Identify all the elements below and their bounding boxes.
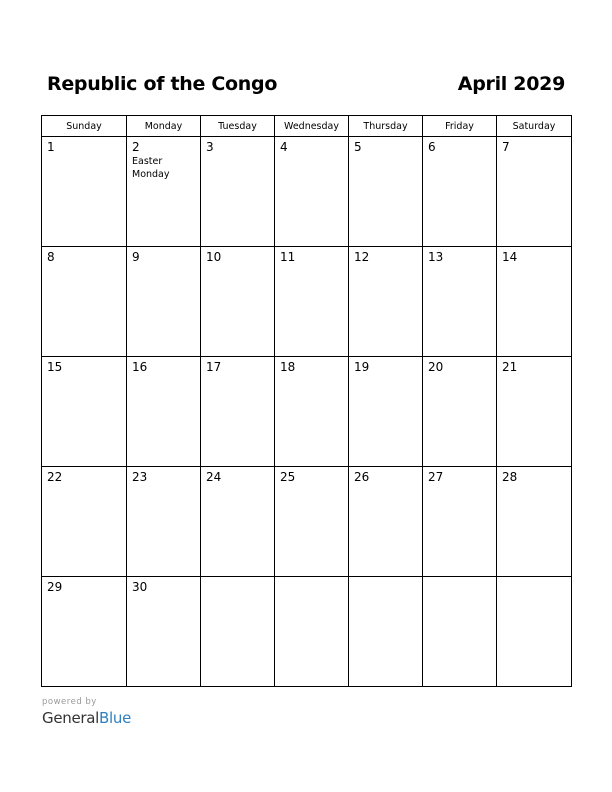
day-number: 9 [132, 250, 140, 264]
day-cell-content [349, 357, 422, 375]
day-cell [423, 357, 497, 467]
day-cell [349, 467, 423, 577]
day-number: 1 [47, 140, 55, 154]
day-cell [423, 247, 497, 357]
day-cell-content [201, 137, 274, 155]
day-number: 17 [206, 360, 222, 374]
week-row [42, 247, 572, 357]
day-number: 22 [47, 470, 63, 484]
day-cell-content [497, 137, 571, 155]
calendar-grid [41, 115, 572, 687]
day-cell [275, 577, 349, 687]
day-cell-content [201, 247, 274, 265]
holiday-label: Easter Monday [132, 156, 170, 180]
day-cell [497, 577, 572, 687]
day-cell [349, 357, 423, 467]
day-cell [42, 467, 127, 577]
day-cell [127, 577, 201, 687]
day-cell [201, 137, 275, 247]
weekday-header-saturday: Saturday [497, 116, 572, 137]
day-number: 6 [428, 140, 436, 154]
day-cell [201, 247, 275, 357]
day-cell-content [201, 357, 274, 375]
day-number: 12 [354, 250, 370, 264]
day-cell-content [349, 577, 422, 579]
day-cell-content [349, 247, 422, 265]
day-number: 24 [206, 470, 222, 484]
day-cell [423, 577, 497, 687]
day-cell-content [42, 467, 126, 485]
day-cell-content [423, 247, 496, 265]
day-cell [127, 137, 201, 247]
weekday-header-wednesday: Wednesday [275, 116, 349, 137]
day-cell [349, 247, 423, 357]
day-cell-content [275, 467, 348, 485]
day-cell-content [423, 137, 496, 155]
day-cell [349, 137, 423, 247]
day-cell-content [42, 137, 126, 155]
week-row [42, 467, 572, 577]
day-cell-content [201, 467, 274, 485]
day-cell-content [275, 577, 348, 579]
day-cell-content [423, 467, 496, 485]
day-cell-content [275, 137, 348, 155]
day-number: 25 [280, 470, 296, 484]
day-cell [423, 137, 497, 247]
day-number: 27 [428, 470, 444, 484]
day-number: 21 [502, 360, 518, 374]
day-cell-content [497, 467, 571, 485]
brand-general-text: General [42, 709, 100, 727]
day-cell-content [42, 357, 126, 375]
day-cell [42, 357, 127, 467]
day-cell-content [497, 577, 571, 579]
day-cell-content [127, 467, 200, 485]
weekday-header-thursday: Thursday [349, 116, 423, 137]
day-cell-content [497, 247, 571, 265]
day-number: 19 [354, 360, 370, 374]
day-cell-content [42, 577, 126, 595]
brand-blue-text: Blue [99, 709, 132, 727]
day-cell-content [127, 137, 200, 181]
day-number: 26 [354, 470, 370, 484]
day-cell-content [275, 247, 348, 265]
weekday-header-friday: Friday [423, 116, 497, 137]
day-cell [201, 357, 275, 467]
day-number: 5 [354, 140, 362, 154]
weekday-header-row [42, 116, 572, 137]
day-cell-content [349, 137, 422, 155]
day-cell [349, 577, 423, 687]
weekday-header-tuesday: Tuesday [201, 116, 275, 137]
powered-by-label: powered by [42, 697, 97, 707]
week-row [42, 137, 572, 247]
calendar-body [42, 137, 572, 687]
day-cell [497, 357, 572, 467]
day-cell [275, 467, 349, 577]
calendar-month-title: April 2029 [457, 73, 565, 95]
day-cell-content [423, 577, 496, 579]
day-cell-content [42, 247, 126, 265]
day-cell-content [201, 577, 274, 579]
day-cell [42, 577, 127, 687]
footer-branding [42, 697, 131, 727]
day-cell-content [127, 247, 200, 265]
weekday-header-sunday: Sunday [42, 116, 127, 137]
day-cell [275, 357, 349, 467]
day-cell [201, 467, 275, 577]
day-number: 8 [47, 250, 55, 264]
day-cell-content [127, 577, 200, 595]
day-number: 3 [206, 140, 214, 154]
day-number: 23 [132, 470, 148, 484]
day-cell [423, 467, 497, 577]
generalblue-logo[interactable] [42, 709, 131, 727]
week-row [42, 577, 572, 687]
day-number: 2 [132, 140, 140, 154]
day-number: 7 [502, 140, 510, 154]
day-number: 16 [132, 360, 148, 374]
day-cell [127, 467, 201, 577]
day-cell [201, 577, 275, 687]
day-number: 14 [502, 250, 518, 264]
day-cell [497, 247, 572, 357]
day-number: 10 [206, 250, 222, 264]
week-row [42, 357, 572, 467]
day-cell [497, 137, 572, 247]
day-cell [275, 247, 349, 357]
day-cell-content [349, 467, 422, 485]
weekday-header-monday: Monday [127, 116, 201, 137]
calendar-country-title: Republic of the Congo [47, 73, 278, 95]
day-number: 4 [280, 140, 288, 154]
day-number: 28 [502, 470, 518, 484]
day-cell-content [127, 357, 200, 375]
day-number: 18 [280, 360, 296, 374]
day-number: 20 [428, 360, 444, 374]
day-cell [127, 357, 201, 467]
day-number: 15 [47, 360, 63, 374]
day-number: 30 [132, 580, 148, 594]
day-cell [127, 247, 201, 357]
day-cell-content [423, 357, 496, 375]
day-number: 29 [47, 580, 63, 594]
day-cell [497, 467, 572, 577]
day-number: 11 [280, 250, 296, 264]
day-number: 13 [428, 250, 444, 264]
day-cell [42, 247, 127, 357]
day-cell [275, 137, 349, 247]
day-cell-content [497, 357, 571, 375]
day-cell-content [275, 357, 348, 375]
day-cell [42, 137, 127, 247]
